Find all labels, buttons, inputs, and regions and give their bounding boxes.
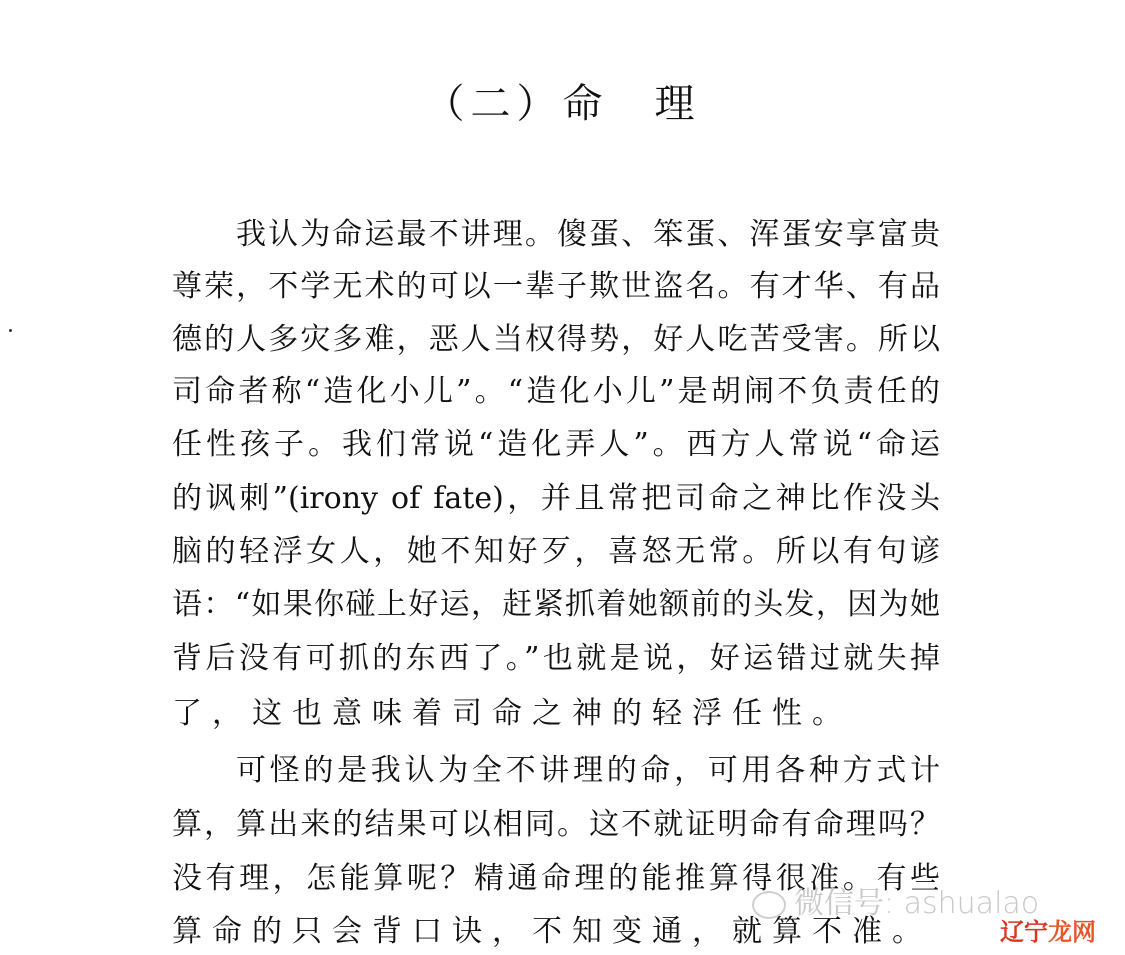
text-line: 德的人多灾多难，恶人当权得势，好人吃苦受害。所以 xyxy=(172,322,940,357)
text-line: 任性孩子。我们常说“造化弄人”。西方人常说“命运 xyxy=(172,427,940,462)
text-line: 语：“如果你碰上好运，赶紧抓着她额前的头发，因为她 xyxy=(172,587,940,622)
wechat-watermark xyxy=(752,878,1039,922)
section-title: （二）命 理 xyxy=(424,81,701,127)
wechat-icon xyxy=(752,891,786,919)
text-line: 我认为命运最不讲理。傻蛋、笨蛋、浑蛋安享富贵 xyxy=(236,217,940,252)
logo-right: 龙网 xyxy=(1048,918,1096,946)
text-line: 可怪的是我认为全不讲理的命，可用各种方式计 xyxy=(236,753,940,788)
watermark-text: 微信号: ashualao xyxy=(794,886,1040,921)
text-line: 算，算出来的结果可以相同。这不就证明命有命理吗？ xyxy=(172,807,940,842)
text-line: 了，这也意味着司命之神的轻浮任性。 xyxy=(172,696,852,731)
site-logo xyxy=(1000,912,1096,947)
logo-left: 辽宁 xyxy=(1000,918,1048,946)
text-line: 背后没有可抓的东西了。”也就是说，好运错过就失掉 xyxy=(172,641,940,676)
text-line: 没有理，怎能算呢？精通命理的能推算得很准。有些 xyxy=(172,861,940,896)
text-line: 算命的只会背口诀，不知变通，就算不准。 xyxy=(172,914,932,949)
text-line: 司命者称“造化小儿”。“造化小儿”是胡闹不负责任的 xyxy=(172,374,940,409)
text-line: 尊荣，不学无术的可以一辈子欺世盗名。有才华、有品 xyxy=(172,269,940,304)
text-line: 的讽刺”(irony of fate)，并且常把司命之神比作没头 xyxy=(172,481,940,516)
scan-speck xyxy=(9,329,12,332)
text-line: 脑的轻浮女人，她不知好歹，喜怒无常。所以有句谚 xyxy=(172,534,940,569)
